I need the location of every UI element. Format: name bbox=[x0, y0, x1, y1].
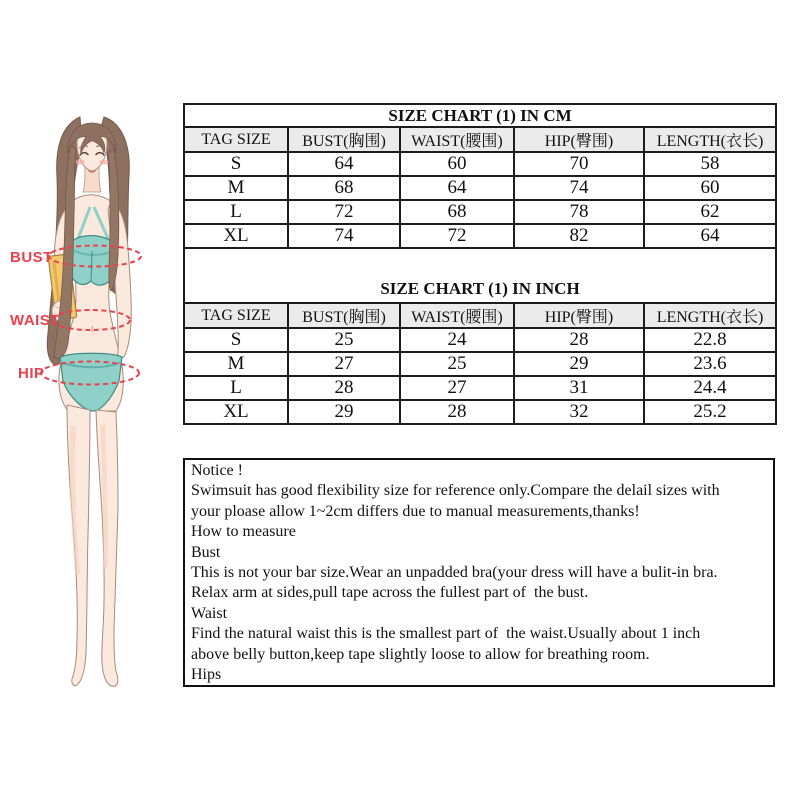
measurement-cell: 64 bbox=[288, 152, 400, 176]
header-row bbox=[184, 303, 776, 328]
notice-box bbox=[183, 458, 775, 687]
measurement-cell: 28 bbox=[514, 328, 644, 352]
model-illustration bbox=[10, 105, 185, 695]
notice-line: How to measure bbox=[191, 523, 296, 541]
size-row bbox=[184, 328, 776, 352]
bust-label: BUST bbox=[10, 249, 53, 266]
column-header: TAG SIZE bbox=[184, 127, 288, 152]
measurement-cell: 62 bbox=[644, 200, 776, 224]
notice-line: your ploase allow 1~2cm differs due to manual measurements,thanks! bbox=[191, 502, 640, 520]
tag-size-cell: XL bbox=[184, 224, 288, 248]
measurement-cell: 22.8 bbox=[644, 328, 776, 352]
measurement-cell: 64 bbox=[644, 224, 776, 248]
measurement-cell: 72 bbox=[400, 224, 514, 248]
size-row bbox=[184, 176, 776, 200]
column-header: TAG SIZE bbox=[184, 303, 288, 328]
tag-size-cell: XL bbox=[184, 400, 288, 424]
notice-line: Find the natural waist this is the smallest part of the waist.Usually about 1 inch bbox=[191, 625, 701, 643]
measurement-cell: 74 bbox=[514, 176, 644, 200]
measurement-cell: 70 bbox=[514, 152, 644, 176]
notice-line: Hips bbox=[191, 666, 222, 684]
measurement-cell: 78 bbox=[514, 200, 644, 224]
tag-size-cell: L bbox=[184, 376, 288, 400]
notice-line: This is not your bar size.Wear an unpadded bra(your dress will have a bulit-in bra. bbox=[191, 564, 718, 582]
column-header: HIP(臀围) bbox=[514, 127, 644, 152]
tag-size-cell: M bbox=[184, 352, 288, 376]
measurement-cell: 60 bbox=[400, 152, 514, 176]
tag-size-cell: S bbox=[184, 152, 288, 176]
hip-label: HIP bbox=[18, 365, 45, 382]
measurement-cell: 64 bbox=[400, 176, 514, 200]
column-header: BUST(胸围) bbox=[288, 127, 400, 152]
measurement-cell: 74 bbox=[288, 224, 400, 248]
measurement-cell: 31 bbox=[514, 376, 644, 400]
notice-line: Waist bbox=[191, 604, 228, 622]
size-row bbox=[184, 376, 776, 400]
notice-line: Swimsuit has good flexibility size for reference only.Compare the delail sizes with bbox=[191, 482, 720, 500]
notice-line: Notice ! bbox=[191, 462, 243, 479]
model-figure-icon bbox=[10, 105, 185, 695]
measurement-cell: 28 bbox=[288, 376, 400, 400]
measurement-cell: 29 bbox=[514, 352, 644, 376]
measurement-cell: 25 bbox=[400, 352, 514, 376]
measurement-cell: 24.4 bbox=[644, 376, 776, 400]
waist-label: WAIST bbox=[10, 312, 60, 329]
measurement-cell: 25.2 bbox=[644, 400, 776, 424]
column-header: LENGTH(衣长) bbox=[644, 303, 776, 328]
tag-size-cell: M bbox=[184, 176, 288, 200]
size-row bbox=[184, 352, 776, 376]
column-header: HIP(臀围) bbox=[514, 303, 644, 328]
table-title: SIZE CHART (1) IN CM bbox=[184, 104, 776, 127]
notice-line: Relax arm at sides,pull tape across the fullest part of the bust. bbox=[191, 584, 589, 602]
size-row bbox=[184, 200, 776, 224]
table-title: SIZE CHART (1) IN INCH bbox=[184, 248, 776, 303]
measurement-cell: 60 bbox=[644, 176, 776, 200]
measurement-cell: 28 bbox=[400, 400, 514, 424]
measurement-cell: 82 bbox=[514, 224, 644, 248]
size-row bbox=[184, 400, 776, 424]
column-header: LENGTH(衣长) bbox=[644, 127, 776, 152]
size-charts-table bbox=[183, 103, 777, 425]
measurement-cell: 29 bbox=[288, 400, 400, 424]
measurement-cell: 27 bbox=[400, 376, 514, 400]
notice-line: Bust bbox=[191, 543, 221, 561]
column-header: WAIST(腰围) bbox=[400, 303, 514, 328]
measurement-cell: 24 bbox=[400, 328, 514, 352]
measurement-cell: 68 bbox=[400, 200, 514, 224]
measurement-cell: 27 bbox=[288, 352, 400, 376]
measurement-cell: 72 bbox=[288, 200, 400, 224]
notice-line: above belly button,keep tape slightly loose to allow for breathing room. bbox=[191, 645, 650, 663]
measurement-cell: 23.6 bbox=[644, 352, 776, 376]
tag-size-cell: S bbox=[184, 328, 288, 352]
tag-size-cell: L bbox=[184, 200, 288, 224]
measurement-cell: 58 bbox=[644, 152, 776, 176]
column-header: BUST(胸围) bbox=[288, 303, 400, 328]
size-row bbox=[184, 152, 776, 176]
size-row bbox=[184, 224, 776, 248]
measurement-cell: 68 bbox=[288, 176, 400, 200]
header-row bbox=[184, 127, 776, 152]
measurement-cell: 32 bbox=[514, 400, 644, 424]
measurement-cell: 25 bbox=[288, 328, 400, 352]
column-header: WAIST(腰围) bbox=[400, 127, 514, 152]
